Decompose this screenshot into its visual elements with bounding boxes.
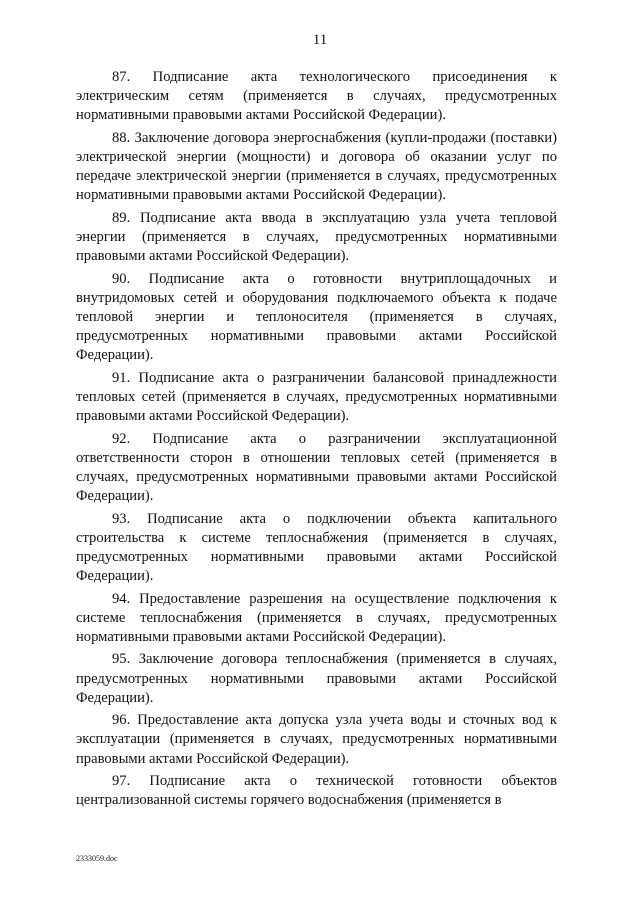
paragraph-96: 96. Предоставление акта допуска узла учета воды и сточных вод к эксплуатации (применяется в случаях, предусмотренных нормативными правовыми актами Российской Федерации).: [76, 712, 557, 767]
paragraph-90: 90. Подписание акта о готовности внутриплощадочных и внутридомовых сетей и оборудования подключаемого объекта к подаче тепловой энергии и теплоносителя (применяется в случаях, предусмотренных нормативными правовыми актами Российской Федерации).: [76, 270, 557, 364]
page-number: 11: [312, 32, 328, 48]
paragraph-89: 89. Подписание акта ввода в эксплуатацию узла учета тепловой энергии (применяется в случаях, предусмотренных нормативными правовыми актами Российской Федерации).: [76, 209, 557, 265]
paragraph-94: 94. Предоставление разрешения на осуществление подключения к системе теплоснабжения (применяется в случаях, предусмотренных нормативными правовыми актами Российской Федерации).: [76, 590, 557, 645]
footer-filename: 2333059.doc: [76, 854, 118, 863]
paragraph-97: 97. Подписание акта о технической готовности объектов централизованной системы горячего водоснабжения (применяется в: [76, 773, 557, 809]
document-body: [76, 68, 557, 814]
paragraph-91: 91. Подписание акта о разграничении балансовой принадлежности тепловых сетей (применяется в случаях, предусмотренных нормативными правовыми актами Российской Федерации).: [76, 369, 557, 424]
paragraph-92: 92. Подписание акта о разграничении эксплуатационной ответственности сторон в отношении тепловых сетей (применяется в случаях, предусмотренных нормативными правовыми актами Российской Федерации).: [76, 430, 557, 504]
paragraph-87: 87. Подписание акта технологического присоединения к электрическим сетям (применяется в случаях, предусмотренных нормативными правовыми актами Российской Федерации).: [76, 69, 557, 124]
paragraph-93: 93. Подписание акта о подключении объекта капитального строительства к системе теплоснабжения (применяется в случаях, предусмотренных нормативными правовыми актами Российской Федерации).: [76, 510, 557, 584]
paragraph-88: 88. Заключение договора энергоснабжения (купли-продажи (поставки) электрической энергии (мощности) и договора об оказании услуг по передаче электрической энергии (применяется в случаях, предусмотренных нормативными правовыми актами Российской Федерации).: [76, 129, 557, 204]
paragraph-95: 95. Заключение договора теплоснабжения (применяется в случаях, предусмотренных нормативными правовыми актами Российской Федерации).: [76, 651, 557, 706]
